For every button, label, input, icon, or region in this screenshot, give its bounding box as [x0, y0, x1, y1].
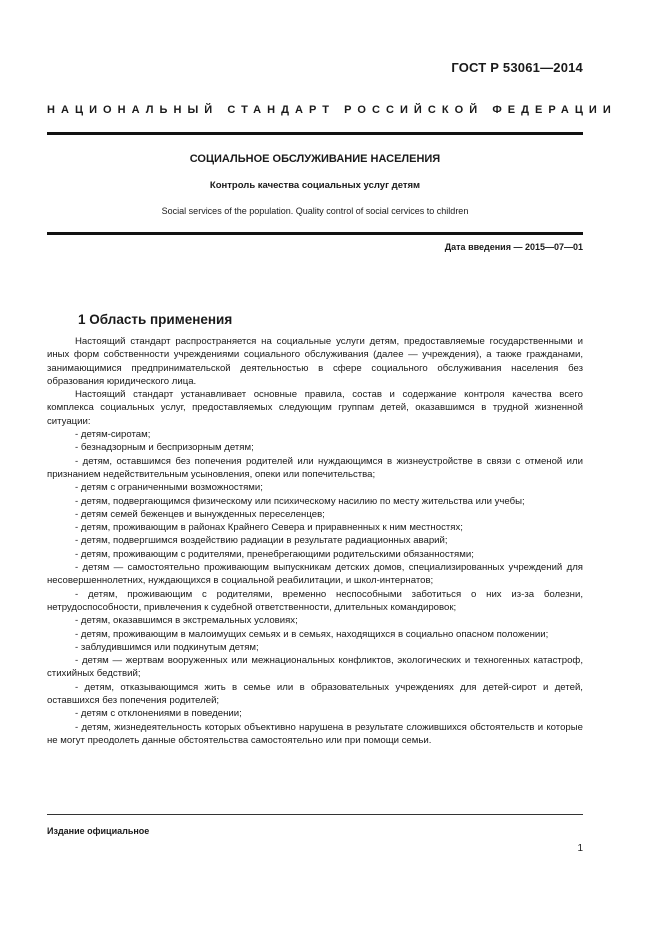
- list-item: - детям — самостоятельно проживающим выпускникам детских домов, специализированных учреждений для несовершеннолетних, нуждающихся в социальной реабилитации, и школ-интернатов;: [47, 561, 583, 588]
- list-item: - детям, проживающим в районах Крайнего Севера и приравненных к ним местностях;: [47, 521, 583, 534]
- section-heading: 1 Область применения: [78, 312, 233, 327]
- english-title: Social services of the population. Quality control of social cervices to children: [161, 206, 469, 216]
- page-number: 1: [577, 843, 583, 854]
- national-standard-heading: НАЦИОНАЛЬНЫЙ СТАНДАРТ РОССИЙСКОЙ ФЕДЕРАЦИИ: [47, 104, 617, 116]
- list-item: - детям семей беженцев и вынужденных переселенцев;: [47, 508, 583, 521]
- list-item: - детям-сиротам;: [47, 428, 583, 441]
- list-item: - детям, проживающим в малоимущих семьях и в семьях, находящихся в социально опасном положении;: [47, 628, 583, 641]
- paragraph: Настоящий стандарт устанавливает основные правила, состав и содержание контроля качества всего комплекса социальных услуг, предоставляемых следующим группам детей, оказавшимся в трудной жизненной ситуации:: [47, 389, 583, 427]
- list-item: - заблудившимся или подкинутым детям;: [47, 641, 583, 654]
- edition-label: Издание официальное: [47, 826, 150, 836]
- list-item: - детям с отклонениями в поведении;: [47, 707, 583, 720]
- list-item: - детям — жертвам вооруженных или межнациональных конфликтов, экологических и техногенных катастроф, стихийных бедствий;: [47, 654, 583, 681]
- section-body: [47, 335, 583, 747]
- introduction-date: Дата введения — 2015—07—01: [444, 242, 583, 252]
- list-item: - детям, подвергшимся воздействию радиации в результате радиационных аварий;: [47, 534, 583, 547]
- children-groups-list: [47, 428, 583, 747]
- document-subtitle: Контроль качества социальных услуг детям: [209, 180, 421, 191]
- footer-rule: [47, 814, 583, 815]
- paragraph: Настоящий стандарт распространяется на социальные услуги детям, предоставляемые государственными и иных форм собственности учреждениями социального обслуживания (далее — учреждения), а также гражданами, занимающимися предпринимательской деятельностью в сфере социального обслуживания населения без образования юридического лица.: [47, 336, 583, 387]
- list-item: - детям, оставшимся без попечения родителей или нуждающимся в жизнеустройстве в связи с отменой или признанием недействительным усыновления, опеки или попечительства;: [47, 455, 583, 482]
- top-rule: [47, 132, 583, 135]
- list-item: - детям с ограниченными возможностями;: [47, 481, 583, 494]
- list-item: - детям, оказавшимся в экстремальных условиях;: [47, 614, 583, 627]
- list-item: - детям, проживающим с родителями, пренебрегающими родительскими обязанностями;: [47, 548, 583, 561]
- document-title: СОЦИАЛЬНОЕ ОБСЛУЖИВАНИЕ НАСЕЛЕНИЯ: [189, 153, 441, 165]
- list-item: - детям, отказывающимся жить в семье или в образовательных учреждениях для детей-сирот и детей, оставшихся без попечения родителей;: [47, 681, 583, 708]
- document-number: ГОСТ Р 53061—2014: [451, 60, 583, 75]
- list-item: - детям, проживающим с родителями, временно неспособными заботиться о них из-за болезни, нетрудоспособности, привлечения к судебной ответственности, длительных командировок;: [47, 588, 583, 615]
- list-item: - детям, жизнедеятельность которых объективно нарушена в результате сложившихся обстоятельств и которые не могут преодолеть данные обстоятельства самостоятельно или при помощи семьи.: [47, 721, 583, 748]
- middle-rule: [47, 232, 583, 235]
- list-item: - безнадзорным и беспризорным детям;: [47, 441, 583, 454]
- list-item: - детям, подвергающимся физическому или психическому насилию по месту жительства или учебы;: [47, 495, 583, 508]
